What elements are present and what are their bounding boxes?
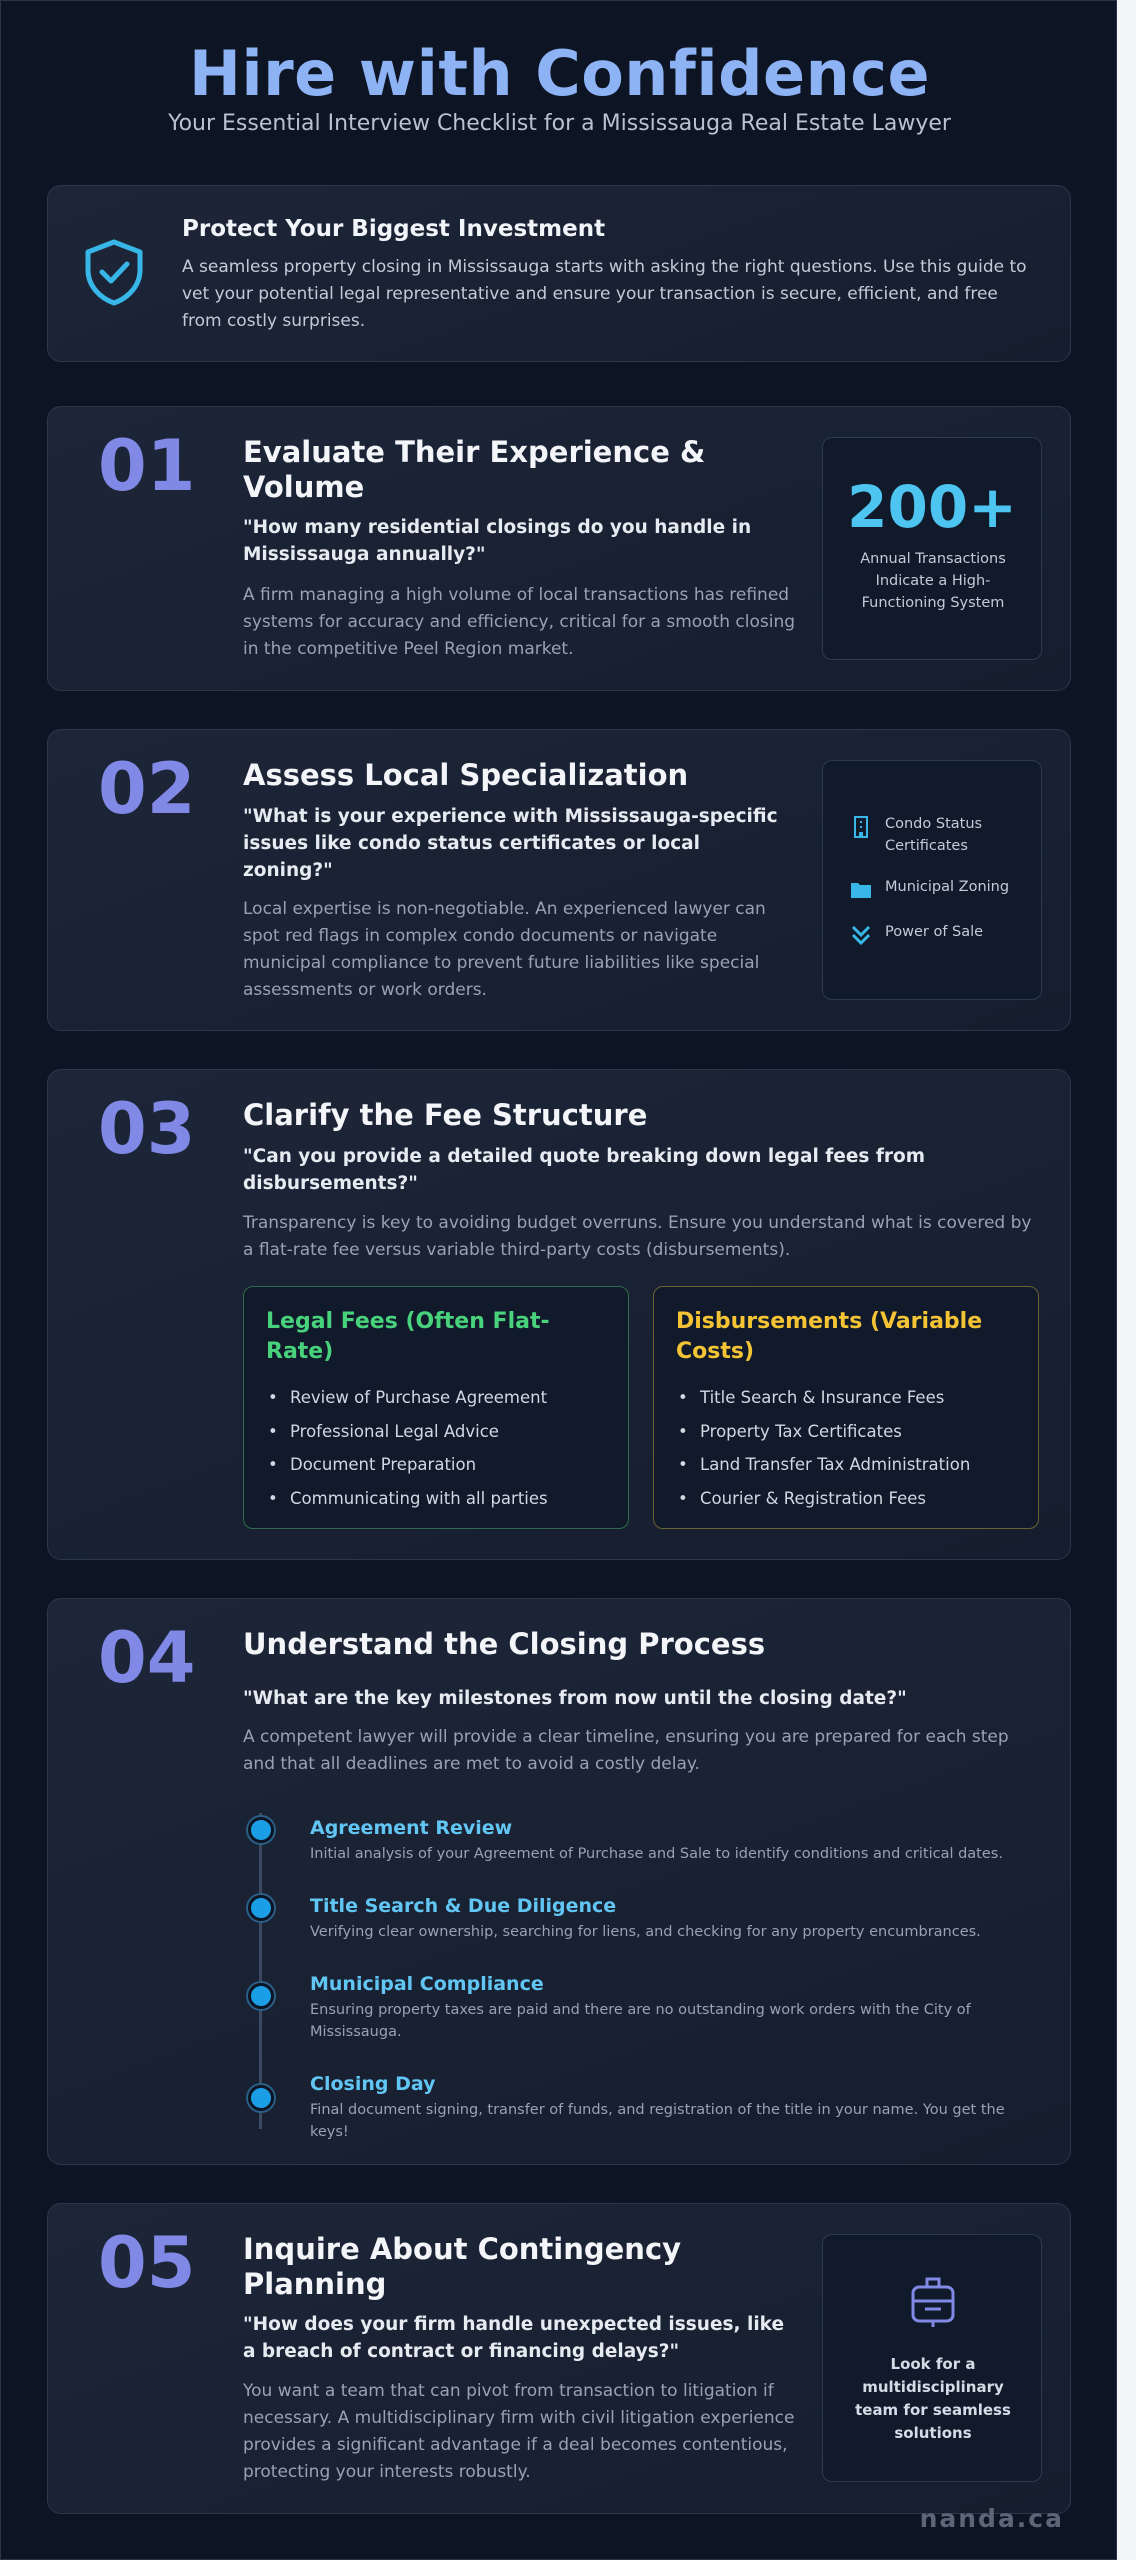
timeline-dot bbox=[248, 2085, 274, 2111]
legal-fees-title: Legal Fees (Often Flat-Rate) bbox=[266, 1309, 550, 1364]
list-item: • Communicating with all parties bbox=[266, 1482, 616, 1516]
step-card-02 bbox=[47, 729, 1071, 1031]
list-item: • Document Preparation bbox=[266, 1448, 616, 1482]
milestone-description: Final document signing, transfer of funds, and registration of the title in your name. You get the keys! bbox=[310, 2102, 1005, 2140]
legal-fees-box bbox=[243, 1286, 629, 1529]
specialty-item bbox=[849, 921, 1029, 947]
intro-text: A seamless property closing in Mississauga starts with asking the right questions. Use this guide to vet your potential legal representative and ensure your transaction is secure, efficient, and free from costly surprises. bbox=[182, 257, 1027, 331]
step-number: 04 bbox=[98, 1617, 196, 1699]
shield-check-icon bbox=[82, 238, 146, 306]
list-item: • Land Transfer Tax Administration bbox=[676, 1448, 1026, 1482]
step-question: "What are the key milestones from now until the closing date?" bbox=[243, 1688, 907, 1709]
step-number: 05 bbox=[98, 2222, 196, 2304]
list-item: • Property Tax Certificates bbox=[676, 1415, 1026, 1449]
specialty-label: Municipal Zoning bbox=[885, 879, 1010, 895]
step-description: You want a team that can pivot from transaction to litigation if necessary. A multidisciplinary firm with civil litigation experience provides a significant advantage if a deal becomes contentious, protecting your interests robustly. bbox=[243, 2381, 795, 2482]
disbursements-list bbox=[676, 1381, 1026, 1515]
timeline-dot bbox=[248, 1983, 274, 2009]
intro-card bbox=[47, 185, 1071, 362]
page-title: Hire with Confidence bbox=[188, 37, 931, 110]
building-icon bbox=[849, 815, 873, 839]
step-card-05 bbox=[47, 2203, 1071, 2514]
milestone-description: Initial analysis of your Agreement of Purchase and Sale to identify conditions and critical dates. bbox=[310, 1846, 1003, 1862]
step-card-01 bbox=[47, 406, 1071, 691]
step-question: "Can you provide a detailed quote breaking down legal fees from disbursements?" bbox=[243, 1146, 926, 1194]
step-question: "How does your firm handle unexpected issues, like a breach of contract or financing delays?" bbox=[243, 2314, 785, 2362]
legal-fees-list bbox=[266, 1381, 616, 1515]
intro-title: Protect Your Biggest Investment bbox=[182, 216, 606, 242]
step-description: A competent lawyer will provide a clear timeline, ensuring you are prepared for each step and that all deadlines are met to avoid a costly delay. bbox=[243, 1727, 1009, 1774]
stat-box bbox=[822, 437, 1042, 660]
stat-label: Annual Transactions Indicate a High-Functioning System bbox=[860, 551, 1006, 611]
briefcase-icon bbox=[909, 2277, 957, 2329]
page-subtitle: Your Essential Interview Checklist for a Mississauga Real Estate Lawyer bbox=[168, 111, 951, 136]
callout-box bbox=[822, 2234, 1042, 2482]
timeline-dot bbox=[248, 1817, 274, 1843]
specialty-label: Condo Status Certificates bbox=[885, 816, 983, 854]
milestone-title: Agreement Review bbox=[310, 1817, 513, 1839]
list-item: • Professional Legal Advice bbox=[266, 1415, 616, 1449]
milestone-title: Closing Day bbox=[310, 2073, 436, 2095]
disbursements-title: Disbursements (Variable Costs) bbox=[676, 1309, 983, 1364]
step-number: 01 bbox=[98, 425, 196, 507]
milestone-description: Verifying clear ownership, searching for liens, and checking for any property encumbrances. bbox=[310, 1924, 981, 1940]
chevrons-down-icon bbox=[849, 923, 873, 947]
specialty-item bbox=[849, 813, 1029, 857]
stat-value: 200+ bbox=[847, 473, 1017, 541]
step-question: "What is your experience with Mississauga-specific issues like condo status certificates or local zoning?" bbox=[243, 806, 778, 881]
step-description: Transparency is key to avoiding budget overruns. Ensure you understand what is covered by a flat-rate fee versus variable third-party costs (disbursements). bbox=[243, 1213, 1032, 1260]
step-number: 03 bbox=[98, 1088, 196, 1170]
milestone-title: Municipal Compliance bbox=[310, 1973, 544, 1995]
milestone-description: Ensuring property taxes are paid and there are no outstanding work orders with the City of Mississauga. bbox=[310, 2002, 971, 2040]
milestone-title: Title Search & Due Diligence bbox=[310, 1895, 617, 1917]
timeline-dot bbox=[248, 1895, 274, 1921]
step-title: Inquire About Contingency Planning bbox=[243, 2232, 682, 2301]
list-item: • Title Search & Insurance Fees bbox=[676, 1381, 1026, 1415]
step-number: 02 bbox=[98, 748, 196, 830]
disbursements-box bbox=[653, 1286, 1039, 1529]
step-question: "How many residential closings do you handle in Mississauga annually?" bbox=[243, 517, 752, 565]
folder-icon bbox=[849, 878, 873, 902]
specialties-box bbox=[822, 760, 1042, 1000]
callout-label: Look for a multidisciplinary team for seamless solutions bbox=[855, 2355, 1011, 2442]
step-card-04 bbox=[47, 1598, 1071, 2165]
specialty-label: Power of Sale bbox=[885, 924, 984, 940]
list-item: • Review of Purchase Agreement bbox=[266, 1381, 616, 1415]
step-title: Understand the Closing Process bbox=[243, 1627, 766, 1661]
step-title: Clarify the Fee Structure bbox=[243, 1098, 648, 1132]
step-description: Local expertise is non-negotiable. An experienced lawyer can spot red flags in complex condo documents or navigate municipal compliance to prevent future liabilities like special assessments or work orders. bbox=[243, 899, 766, 1000]
step-title: Assess Local Specialization bbox=[243, 758, 689, 792]
step-description: A firm managing a high volume of local transactions has refined systems for accuracy and efficiency, critical for a smooth closing in the competitive Peel Region market. bbox=[243, 585, 796, 659]
step-title: Evaluate Their Experience & Volume bbox=[243, 435, 706, 504]
specialty-item bbox=[849, 876, 1029, 902]
brand-watermark: nanda.ca bbox=[919, 2504, 1064, 2533]
timeline-line bbox=[259, 1813, 262, 2129]
step-card-03 bbox=[47, 1069, 1071, 1560]
list-item: • Courier & Registration Fees bbox=[676, 1482, 1026, 1516]
